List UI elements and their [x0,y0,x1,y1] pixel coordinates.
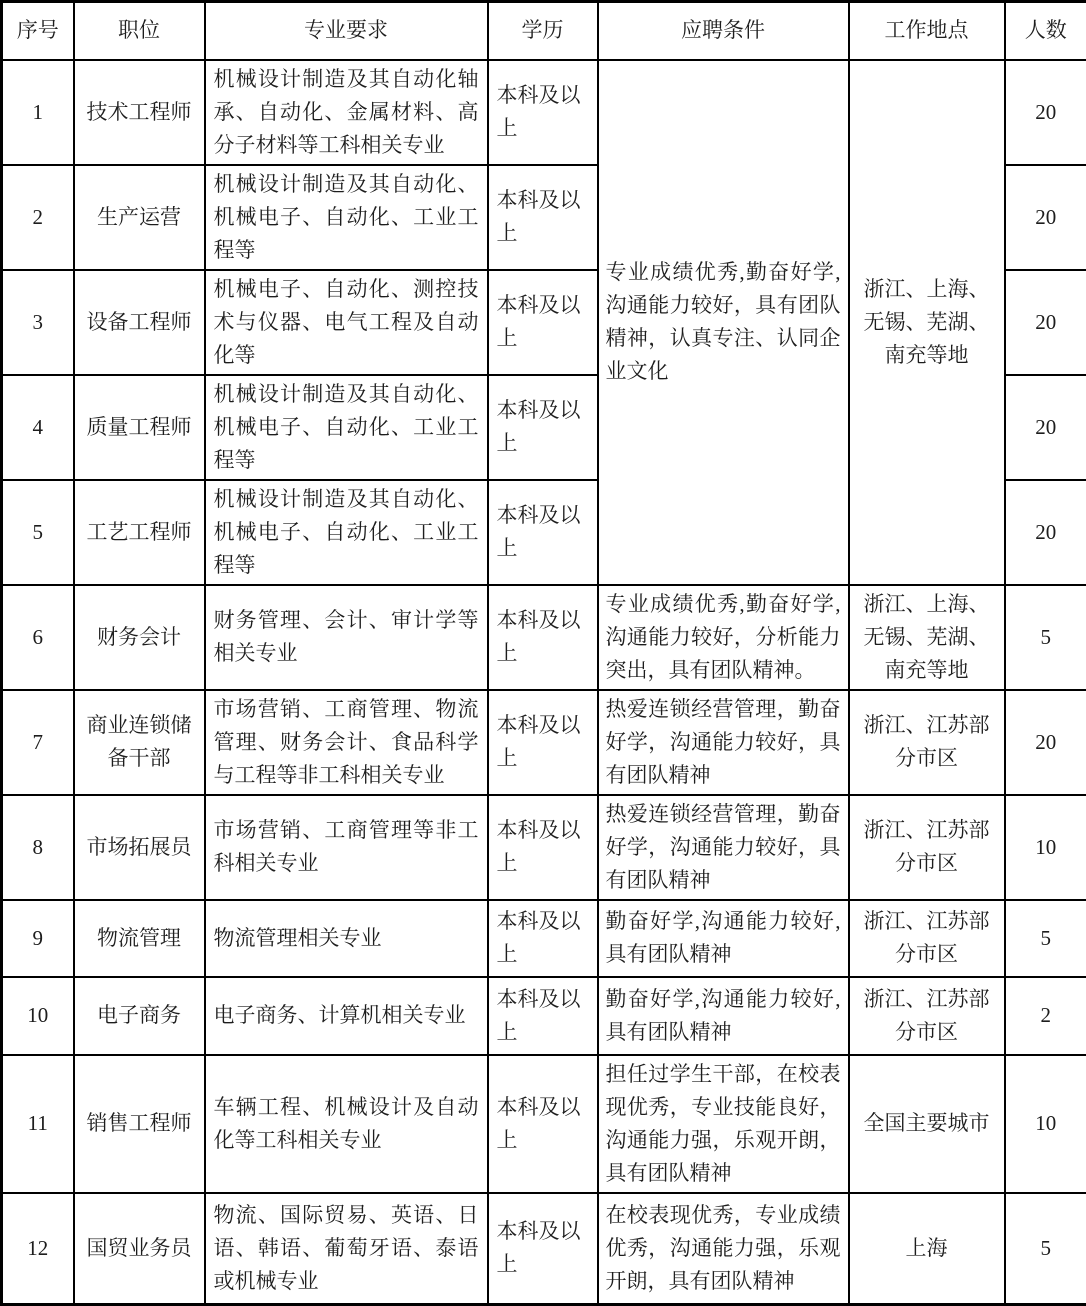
table-row [2,1193,1086,1305]
cell-major: 车辆工程、机械设计及自动化等工科相关专业 [205,1055,488,1193]
cell-major: 财务管理、会计、审计学等相关专业 [205,585,488,690]
cell-position: 国贸业务员 [74,1193,205,1305]
column-header-no: 序号 [2,2,74,60]
table-row [2,795,1086,900]
column-header-requirements: 应聘条件 [598,2,849,60]
column-header-count: 人数 [1005,2,1086,60]
table-row [2,1055,1086,1193]
cell-major: 市场营销、工商管理、物流管理、财务会计、食品科学与工程等非工科相关专业 [205,690,488,795]
cell-requirements: 热爱连锁经营管理，勤奋好学，沟通能力较好，具有团队精神 [598,690,849,795]
cell-no: 1 [2,60,74,165]
cell-count: 2 [1005,977,1086,1055]
table-row [2,60,1086,165]
cell-major: 机械电子、自动化、测控技术与仪器、电气工程及自动化等 [205,270,488,375]
cell-position: 设备工程师 [74,270,205,375]
cell-position: 工艺工程师 [74,480,205,585]
cell-degree: 本科及以上 [488,1055,598,1193]
cell-position: 市场拓展员 [74,795,205,900]
cell-no: 11 [2,1055,74,1193]
cell-count: 10 [1005,795,1086,900]
cell-location-merged: 浙江、上海、无锡、芜湖、南充等地 [849,60,1005,585]
cell-major: 机械设计制造及其自动化、机械电子、自动化、工业工程等 [205,480,488,585]
cell-requirements: 热爱连锁经营管理，勤奋好学，沟通能力较好，具有团队精神 [598,795,849,900]
cell-no: 5 [2,480,74,585]
cell-location: 浙江、江苏部分市区 [849,795,1005,900]
cell-degree: 本科及以上 [488,585,598,690]
cell-degree: 本科及以上 [488,165,598,270]
table-row [2,585,1086,690]
column-header-location: 工作地点 [849,2,1005,60]
cell-major: 电子商务、计算机相关专业 [205,977,488,1055]
cell-location: 浙江、上海、无锡、芜湖、南充等地 [849,585,1005,690]
cell-no: 10 [2,977,74,1055]
cell-degree: 本科及以上 [488,375,598,480]
cell-count: 5 [1005,1193,1086,1305]
cell-degree: 本科及以上 [488,1193,598,1305]
table-row [2,900,1086,977]
cell-no: 6 [2,585,74,690]
cell-requirements-merged: 专业成绩优秀,勤奋好学,沟通能力较好，具有团队精神，认真专注、认同企业文化 [598,60,849,585]
cell-requirements: 勤奋好学,沟通能力较好,具有团队精神 [598,977,849,1055]
cell-no: 9 [2,900,74,977]
cell-major: 物流管理相关专业 [205,900,488,977]
cell-major: 机械设计制造及其自动化轴承、自动化、金属材料、高分子材料等工科相关专业 [205,60,488,165]
cell-location: 浙江、江苏部分市区 [849,977,1005,1055]
cell-requirements: 在校表现优秀，专业成绩优秀，沟通能力强，乐观开朗，具有团队精神 [598,1193,849,1305]
cell-count: 20 [1005,60,1086,165]
column-header-major: 专业要求 [205,2,488,60]
cell-location: 浙江、江苏部分市区 [849,900,1005,977]
table-row [2,977,1086,1055]
cell-degree: 本科及以上 [488,270,598,375]
cell-degree: 本科及以上 [488,480,598,585]
table-row [2,690,1086,795]
cell-no: 4 [2,375,74,480]
cell-position: 电子商务 [74,977,205,1055]
header-row [2,2,1086,60]
cell-major: 机械设计制造及其自动化、机械电子、自动化、工业工程等 [205,375,488,480]
cell-degree: 本科及以上 [488,977,598,1055]
column-header-position: 职位 [74,2,205,60]
cell-degree: 本科及以上 [488,795,598,900]
cell-requirements: 勤奋好学,沟通能力较好,具有团队精神 [598,900,849,977]
cell-no: 2 [2,165,74,270]
cell-position: 物流管理 [74,900,205,977]
cell-major: 机械设计制造及其自动化、机械电子、自动化、工业工程等 [205,165,488,270]
cell-position: 技术工程师 [74,60,205,165]
column-header-degree: 学历 [488,2,598,60]
cell-position: 财务会计 [74,585,205,690]
cell-degree: 本科及以上 [488,900,598,977]
cell-no: 3 [2,270,74,375]
cell-position: 商业连锁储备干部 [74,690,205,795]
cell-requirements: 专业成绩优秀,勤奋好学,沟通能力较好，分析能力突出，具有团队精神。 [598,585,849,690]
cell-count: 20 [1005,270,1086,375]
cell-count: 20 [1005,690,1086,795]
cell-location: 浙江、江苏部分市区 [849,690,1005,795]
cell-count: 20 [1005,375,1086,480]
cell-position: 销售工程师 [74,1055,205,1193]
cell-position: 生产运营 [74,165,205,270]
cell-count: 5 [1005,900,1086,977]
cell-location: 上海 [849,1193,1005,1305]
cell-count: 20 [1005,480,1086,585]
cell-no: 7 [2,690,74,795]
cell-degree: 本科及以上 [488,690,598,795]
cell-count: 5 [1005,585,1086,690]
cell-no: 8 [2,795,74,900]
cell-location: 全国主要城市 [849,1055,1005,1193]
cell-count: 20 [1005,165,1086,270]
cell-major: 市场营销、工商管理等非工科相关专业 [205,795,488,900]
cell-major: 物流、国际贸易、英语、日语、韩语、葡萄牙语、泰语或机械专业 [205,1193,488,1305]
cell-requirements: 担任过学生干部，在校表现优秀，专业技能良好，沟通能力强，乐观开朗，具有团队精神 [598,1055,849,1193]
cell-degree: 本科及以上 [488,60,598,165]
cell-no: 12 [2,1193,74,1305]
cell-count: 10 [1005,1055,1086,1193]
cell-position: 质量工程师 [74,375,205,480]
